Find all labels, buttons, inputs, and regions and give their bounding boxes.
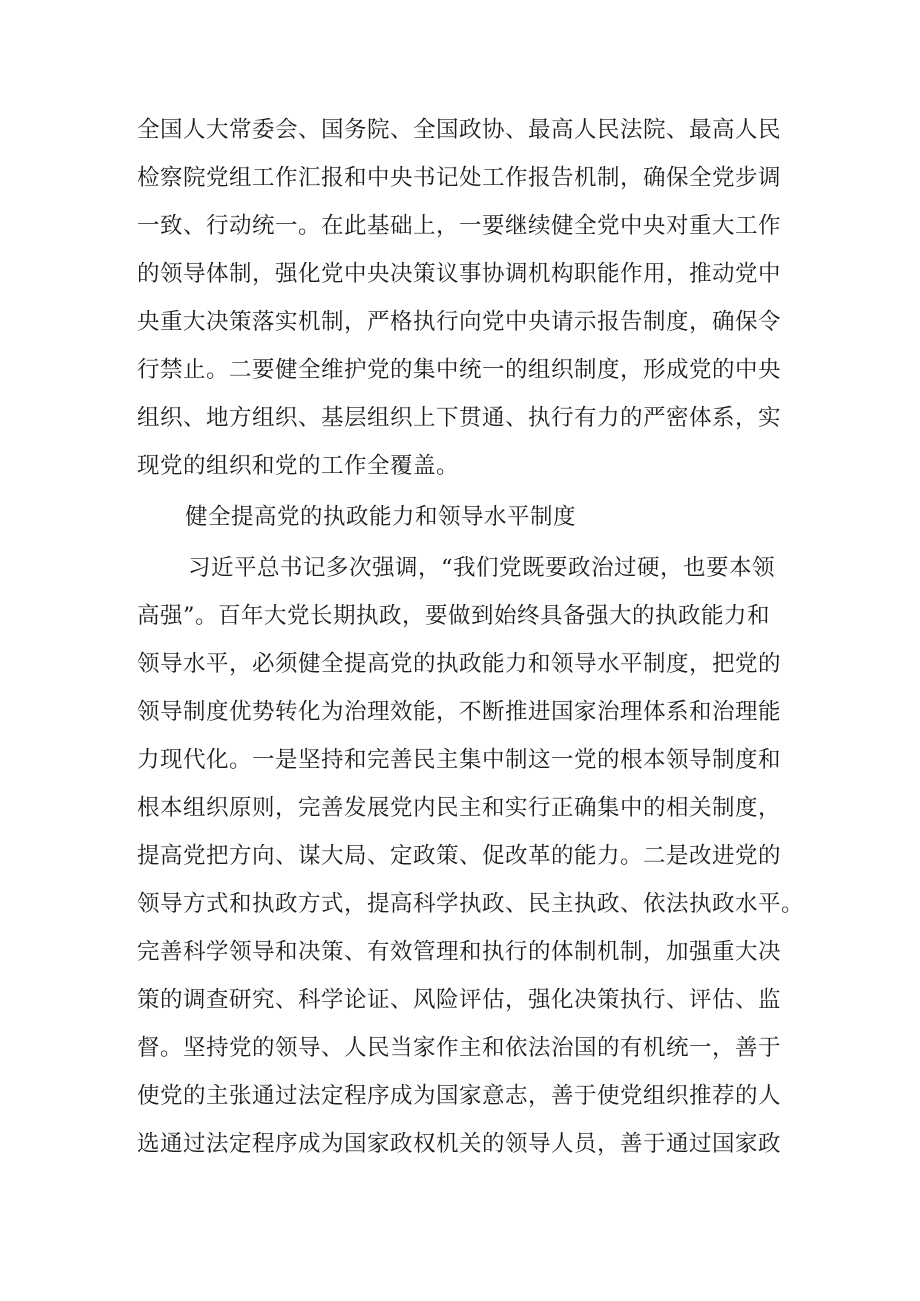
paragraph-1-line-5: 央重大决策落实机制，严格执行向党中央请示报告制度，确保令: [137, 309, 782, 335]
paragraph-2-line-11: 督。坚持党的领导、人民当家作主和依法治国的有机统一，善于: [137, 1035, 782, 1061]
paragraph-1-line-3: 一致、行动统一。在此基础上，一要继续健全党中央对重大工作: [137, 213, 782, 239]
paragraph-2-line-5: 力现代化。一是坚持和完善民主集中制这一党的根本领导制度和: [137, 747, 782, 773]
paragraph-2-line-3: 领导水平，必须健全提高党的执政能力和领导水平制度，把党的: [137, 651, 782, 677]
paragraph-1-line-1: 全国人大常委会、国务院、全国政协、最高人民法院、最高人民: [137, 117, 782, 143]
paragraph-2-line-13: 选通过法定程序成为国家政权机关的领导人员，善于通过国家政: [137, 1131, 782, 1157]
paragraph-2-line-1: 习近平总书记多次强调，“我们党既要政治过硬，也要本领: [188, 555, 776, 581]
paragraph-2-line-7: 提高党把方向、谋大局、定政策、促改革的能力。二是改进党的: [137, 843, 782, 869]
paragraph-1-line-2: 检察院党组工作汇报和中央书记处工作报告机制，确保全党步调: [137, 165, 782, 191]
paragraph-2-line-9: 完善科学领导和决策、有效管理和执行的体制机制，加强重大决: [137, 939, 782, 965]
paragraph-2-line-12: 使党的主张通过法定程序成为国家意志，善于使党组织推荐的人: [137, 1083, 782, 1109]
paragraph-1-line-7: 组织、地方组织、基层组织上下贯通、执行有力的严密体系，实: [137, 405, 782, 431]
section-heading: 健全提高党的执政能力和领导水平制度: [185, 504, 577, 530]
paragraph-1-line-8: 现党的组织和党的工作全覆盖。: [137, 453, 460, 479]
paragraph-2-line-6: 根本组织原则，完善发展党内民主和实行正确集中的相关制度，: [137, 795, 782, 821]
paragraph-2-line-10: 策的调查研究、科学论证、风险评估，强化决策执行、评估、监: [137, 987, 782, 1013]
paragraph-2-line-4: 领导制度优势转化为治理效能，不断推进国家治理体系和治理能: [137, 699, 782, 725]
paragraph-1-line-6: 行禁止。二要健全维护党的集中统一的组织制度，形成党的中央: [137, 357, 782, 383]
paragraph-2-line-2: 高强”。百年大党长期执政，要做到始终具备强大的执政能力和: [137, 603, 771, 629]
paragraph-1-line-4: 的领导体制，强化党中央决策议事协调机构职能作用，推动党中: [137, 261, 782, 287]
paragraph-2-line-8: 领导方式和执政方式，提高科学执政、民主执政、依法执政水平。: [137, 891, 805, 917]
